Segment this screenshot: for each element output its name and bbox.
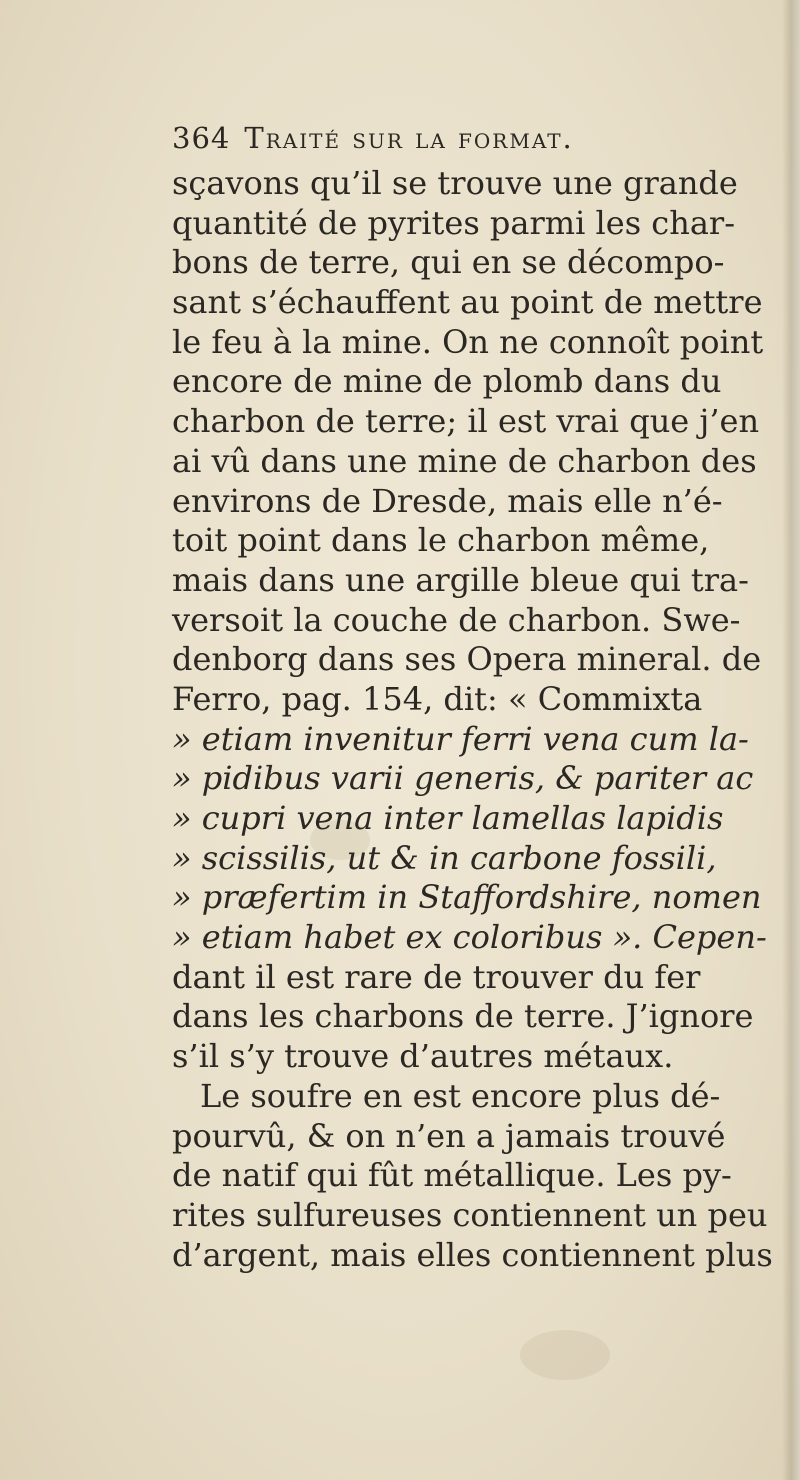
- text-line: d’argent, mais elles contiennent plus: [172, 1235, 773, 1274]
- text-line: Ferro, pag. 154, dit: « Commixta: [172, 679, 703, 718]
- text-line: rites sulfureuses contiennent un peu: [172, 1195, 768, 1234]
- text-line: charbon de terre; il est vrai que j’en: [172, 402, 760, 441]
- quoted-latin-line: » etiam invenitur ferri vena cum la-: [172, 719, 749, 758]
- text-line: pourvû, & on n’en a jamais trouvé: [172, 1116, 726, 1155]
- text-line: toit point dans le charbon même,: [172, 521, 710, 560]
- text-line: s’il s’y trouve d’autres métaux.: [172, 1037, 674, 1076]
- text-line: mais dans une argille bleue qui tra-: [172, 560, 749, 599]
- text-line: de natif qui fût métallique. Les py-: [172, 1156, 732, 1195]
- text-line: bons de terre, qui en se décompo-: [172, 243, 725, 282]
- text-line: ai vû dans une mine de charbon des: [172, 441, 757, 480]
- page-text-block: [172, 112, 792, 1275]
- text-line: sçavons qu’il se trouve une grande: [172, 164, 738, 202]
- quoted-latin-line: » pidibus varii generis, & pariter ac: [172, 759, 754, 798]
- running-title: Traité sur la format.: [244, 121, 574, 155]
- text-line: quantité de pyrites parmi les char-: [172, 203, 736, 242]
- text-line: dant il est rare de trouver du fer: [172, 957, 701, 996]
- page-number: 364: [172, 121, 231, 155]
- quoted-latin-line: » cupri vena inter lamellas lapidis: [172, 799, 724, 837]
- quoted-latin-line: » etiam habet ex coloribus ». Cepen-: [172, 918, 767, 957]
- quoted-latin-line: » præfertim in Staffordshire, nomen: [172, 878, 762, 917]
- text-line: environs de Dresde, mais elle n’é-: [172, 481, 723, 520]
- paper-stain: [520, 1330, 610, 1380]
- text-line: denborg dans ses Opera mineral. de: [172, 640, 762, 679]
- text-line: sant s’échauffent au point de mettre: [172, 283, 763, 322]
- text-line: encore de mine de plomb dans du: [172, 362, 722, 401]
- quoted-latin-line: » scissilis, ut & in carbone fossili,: [172, 838, 717, 877]
- text-line: versoit la couche de charbon. Swe-: [172, 600, 741, 639]
- running-header: [172, 112, 792, 164]
- text-line: dans les charbons de terre. J’ignore: [172, 997, 754, 1036]
- text-line: le feu à la mine. On ne connoît point: [172, 322, 764, 361]
- paragraph-start-line: Le soufre en est encore plus dé-: [200, 1076, 721, 1115]
